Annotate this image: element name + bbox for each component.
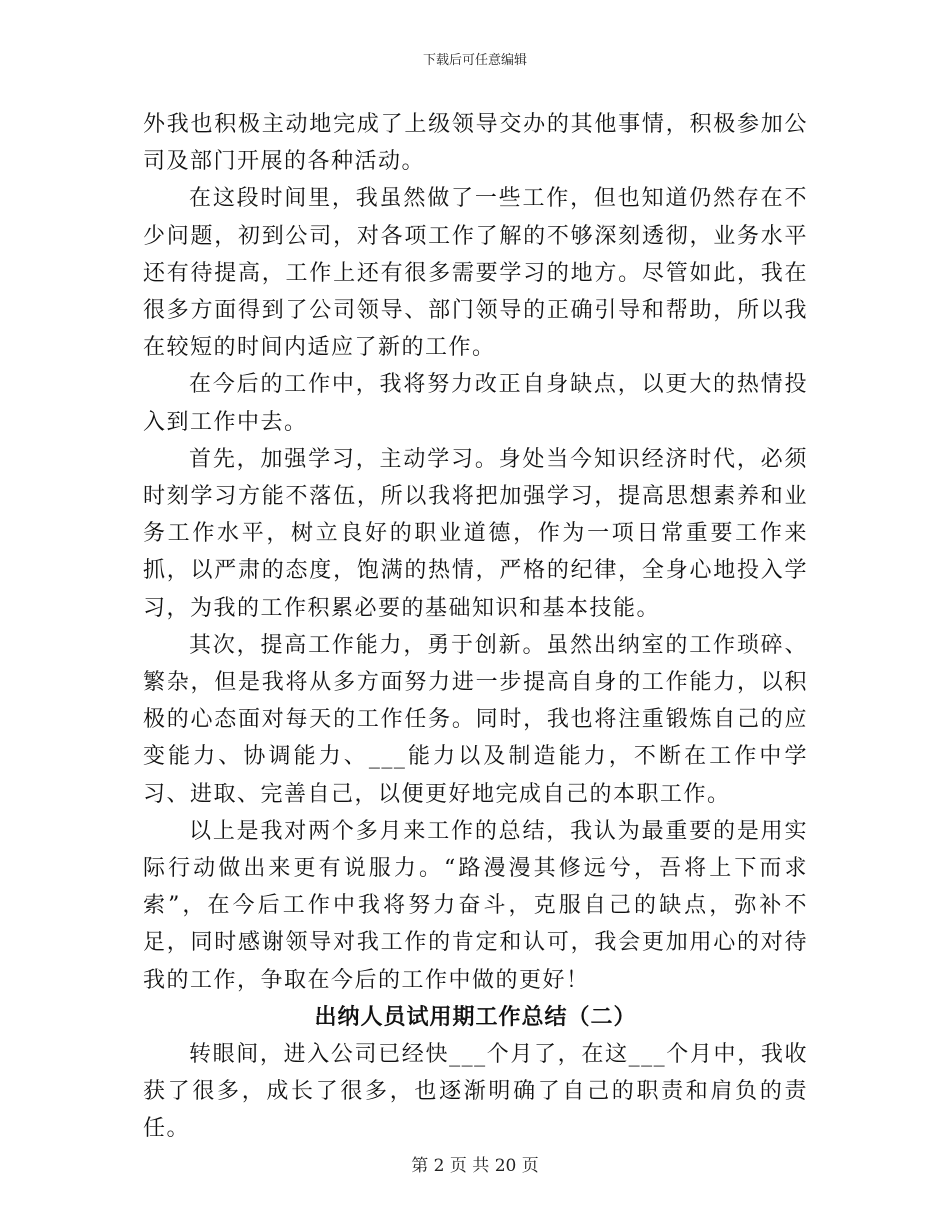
paragraph: 在今后的工作中，我将努力改正自身缺点，以更大的热情投入到工作中去。 [143,372,808,435]
paragraph: 其次，提高工作能力，勇于创新。虽然出纳室的工作琐碎、繁杂，但是我将从多方面努力进一步提高自身的工作能力，以积极的心态面对每天的工作任务。同时，我也将注重锻炼自己的应变能力、协调能力、___能力以及制造能力，不断在工作中学习、进取、完善自己，以便更好地完成自己的本职工作。 [143,632,808,807]
page-header: 下载后可任意编辑 [422,53,527,68]
section-heading: 出纳人员试用期工作总结（二） [314,1003,637,1030]
document-body [143,106,808,1148]
paragraph: 以上是我对两个多月来工作的总结，我认为最重要的是用实际行动做出来更有说服力。“路漫漫其修远兮，吾将上下而求索”，在今后工作中我将努力奋斗，克服自己的缺点，弥补不足，同时感谢领导对我工作的肯定和认可，我会更加用心的对待我的工作，争取在今后的工作中做的更好！ [143,818,808,993]
paragraph: 转眼间，进入公司已经快___个月了，在这___个月中，我收获了很多，成长了很多，也逐渐明确了自己的职责和肩负的责任。 [143,1042,808,1142]
paragraph: 首先，加强学习，主动学习。身处当今知识经济时代，必须时刻学习方能不落伍，所以我将把加强学习，提高思想素养和业务工作水平，树立良好的职业道德，作为一项日常重要工作来抓，以严肃的态度，饱满的热情，严格的纪律，全身心地投入学习，为我的工作积累必要的基础知识和基本技能。 [143,446,808,621]
paragraph: 在这段时间里，我虽然做了一些工作，但也知道仍然存在不少问题，初到公司，对各项工作了解的不够深刻透彻，业务水平还有待提高，工作上还有很多需要学习的地方。尽管如此，我在很多方面得到了公司领导、部门领导的正确引导和帮助，所以我在较短的时间内适应了新的工作。 [143,186,808,361]
page-footer: 第 2 页 共 20 页 [411,1156,539,1176]
paragraph: 外我也积极主动地完成了上级领导交办的其他事情，积极参加公司及部门开展的各种活动。 [143,112,808,175]
